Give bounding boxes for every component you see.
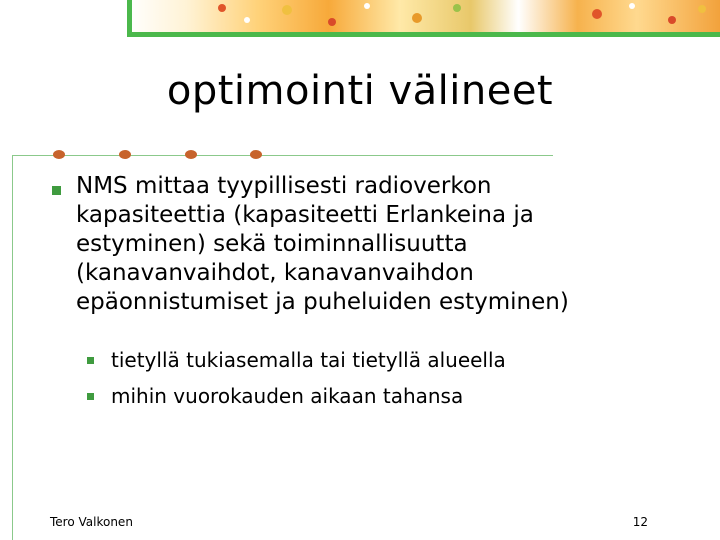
left-rule xyxy=(12,155,13,540)
banner-green-edge xyxy=(127,0,132,37)
bullet-marker xyxy=(52,186,61,195)
divider-bead xyxy=(53,150,65,159)
title-divider xyxy=(12,155,553,156)
sub-bullet-text: tietyllä tukiasemalla tai tietyllä alueella xyxy=(111,348,506,372)
divider-bead xyxy=(250,150,262,159)
flower-pattern-image xyxy=(127,0,720,32)
page-number: 12 xyxy=(632,515,648,529)
sub-bullet-marker xyxy=(87,357,94,364)
divider-bead xyxy=(185,150,197,159)
footer-author: Tero Valkonen xyxy=(50,515,133,529)
divider-bead xyxy=(119,150,131,159)
main-bullet-text: NMS mittaa tyypillisesti radioverkon kapasiteettia (kapasiteetti Erlankeina ja estyminen) sekä toiminnallisuutta (kanavanvaihdot, kanavanvaihdon epäonnistumiset ja puheluiden estyminen) xyxy=(76,173,569,315)
slide-title: optimointi välineet xyxy=(166,68,554,114)
sub-bullet-text: mihin vuorokauden aikaan tahansa xyxy=(111,384,464,408)
banner-green-border xyxy=(127,32,720,37)
sub-bullet-marker xyxy=(87,393,94,400)
